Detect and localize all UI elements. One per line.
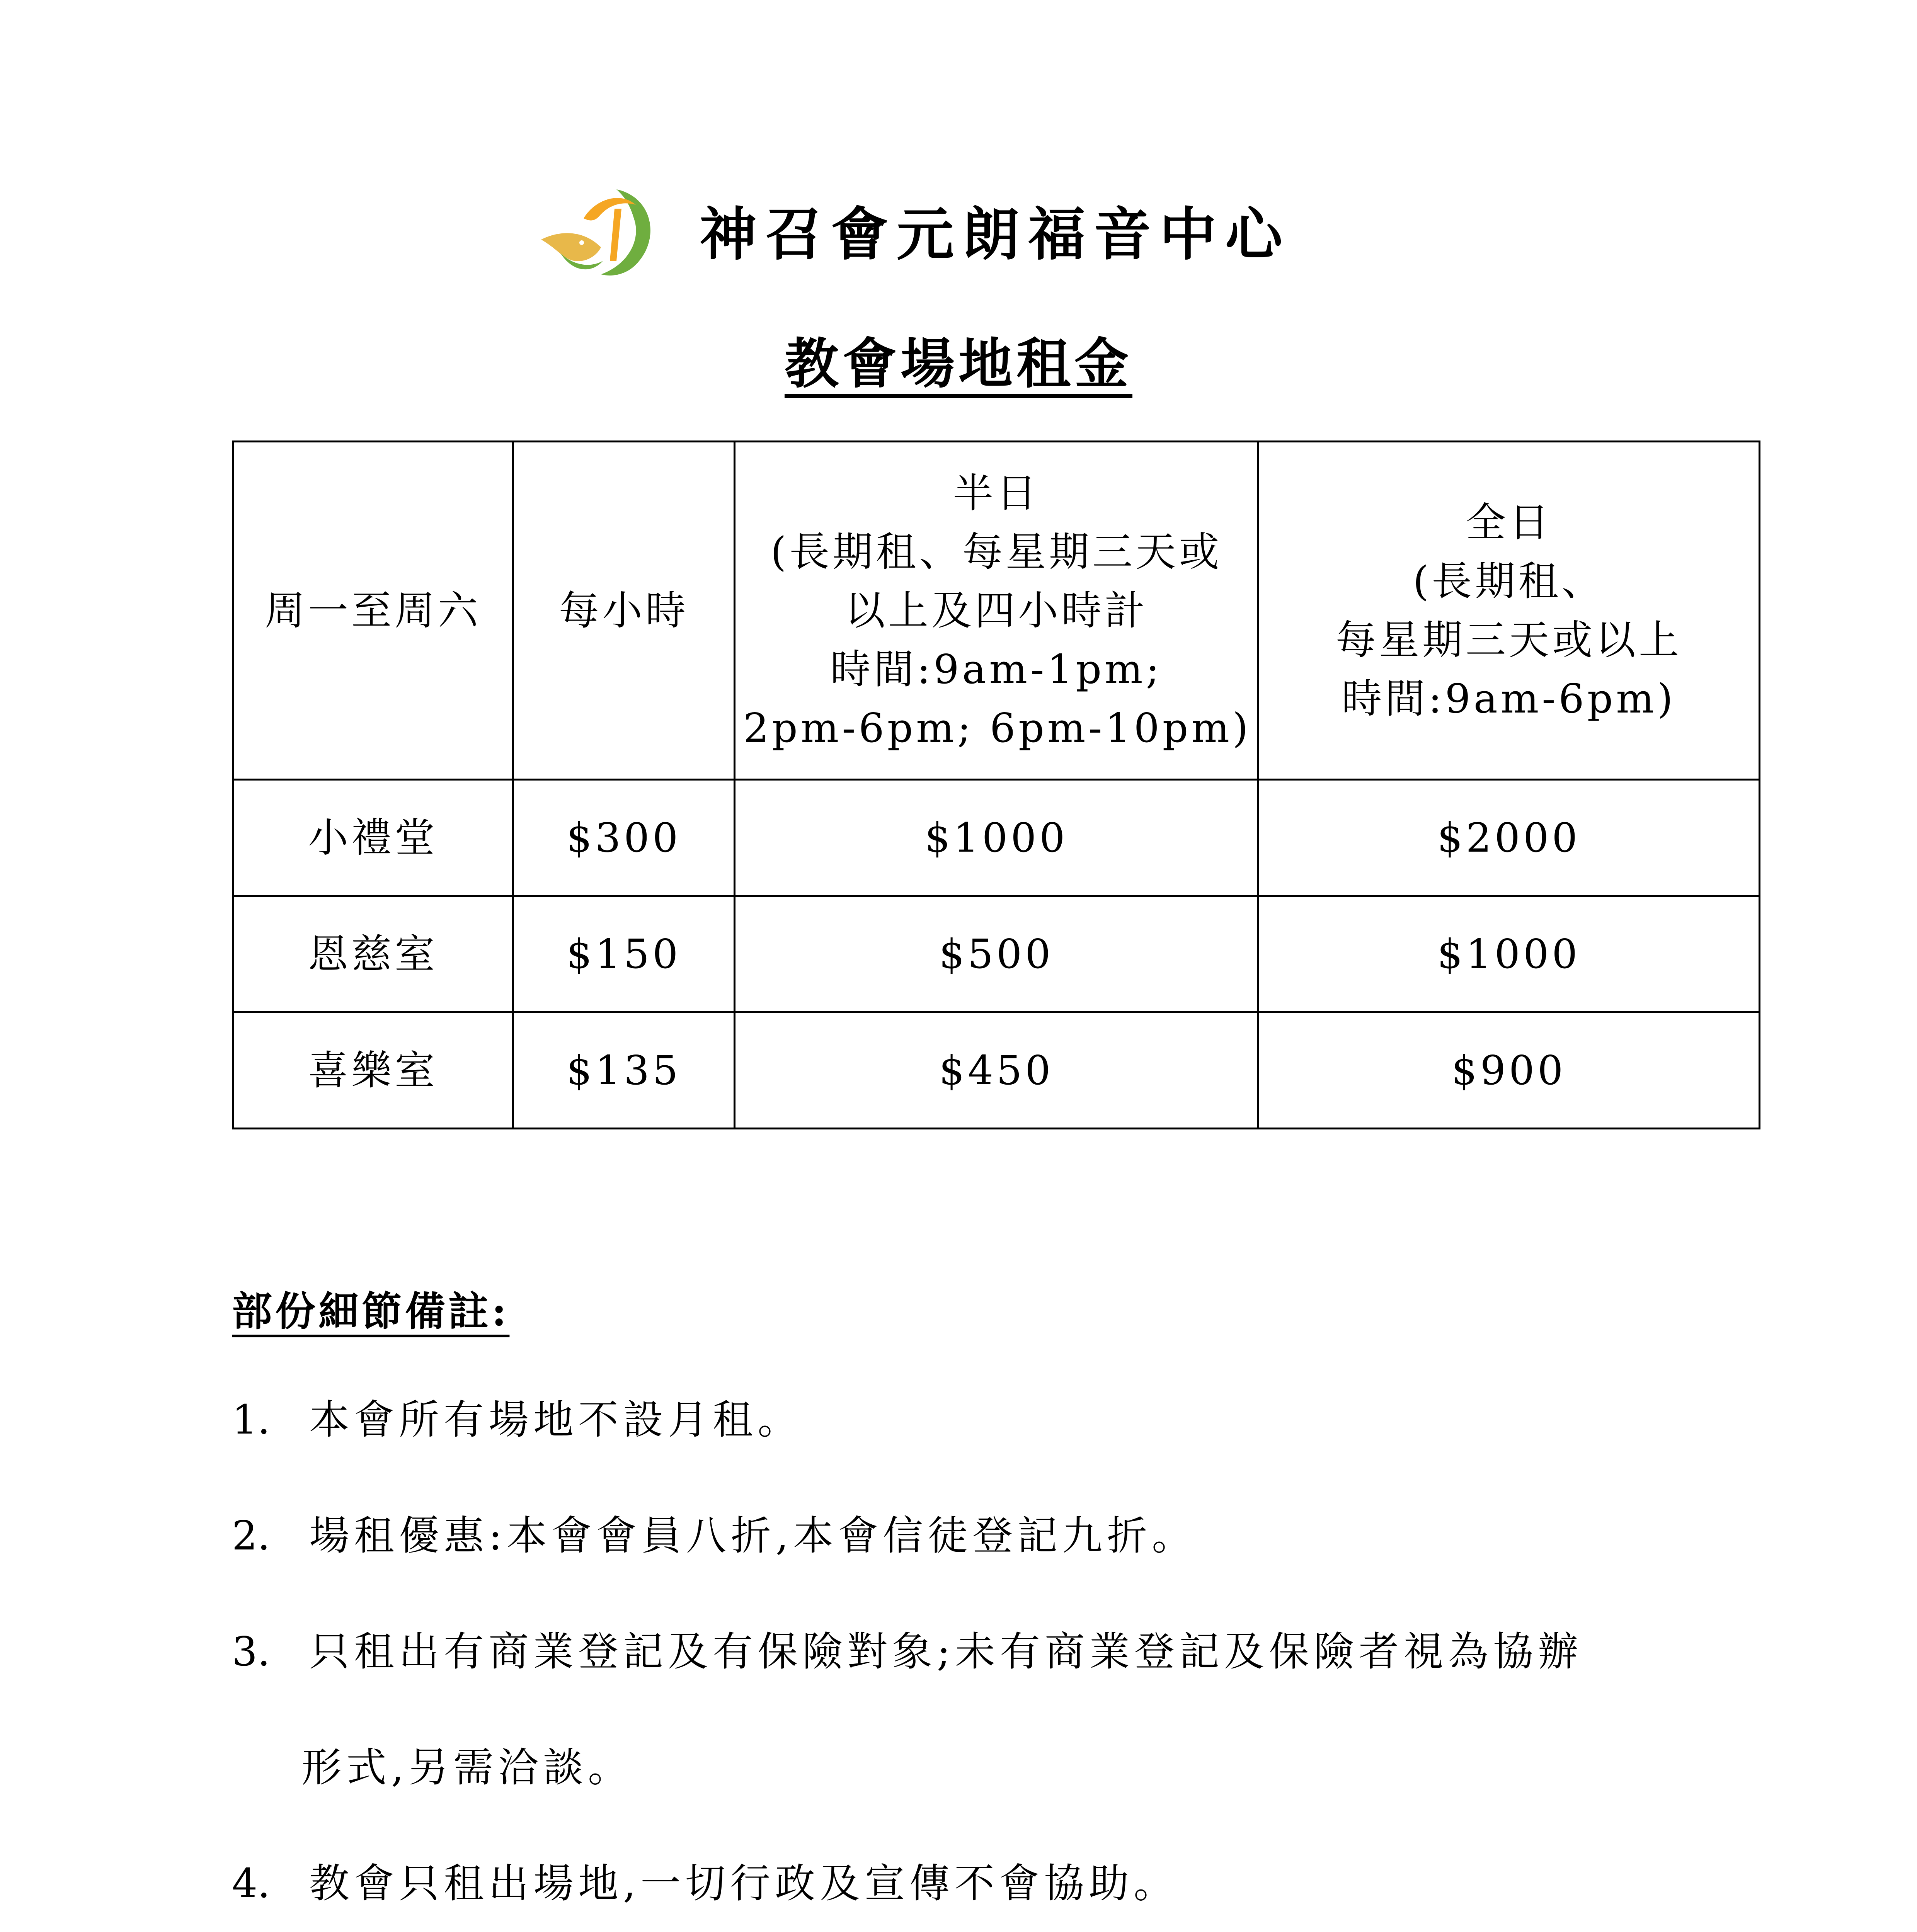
half-day-rate: $450 bbox=[735, 1012, 1258, 1129]
table-header-row bbox=[233, 442, 1760, 780]
note-item bbox=[232, 1851, 1178, 1909]
full-day-rate: $2000 bbox=[1258, 780, 1760, 896]
room-name: 恩慈室 bbox=[233, 896, 513, 1012]
note-text: 教會只租出場地,一切行政及宣傳不會協助。 bbox=[309, 1860, 1179, 1907]
page-title-text: 教會場地租金 bbox=[784, 332, 1132, 396]
half-day-rate: $1000 bbox=[735, 780, 1258, 896]
hourly-rate: $150 bbox=[513, 896, 735, 1012]
room-name: 小禮堂 bbox=[233, 780, 513, 896]
note-text: 本會所有場地不設月租。 bbox=[309, 1396, 803, 1443]
page-title bbox=[0, 321, 1917, 398]
header-half-day bbox=[735, 442, 1258, 780]
note-text: 場租優惠:本會會員八折,本會信徒登記九折。 bbox=[309, 1512, 1197, 1559]
hourly-rate: $300 bbox=[513, 780, 735, 896]
header-half-day-line: 以上及四小時計 bbox=[844, 587, 1148, 634]
header-full-day-line: 全日 bbox=[1465, 499, 1552, 546]
header-hourly: 每小時 bbox=[513, 442, 735, 780]
header-half-day-line: 半日 bbox=[953, 469, 1040, 517]
table-row bbox=[233, 1012, 1760, 1129]
note-number: 1. bbox=[232, 1396, 271, 1443]
header-half-day-line: 時間:9am-1pm; bbox=[830, 646, 1163, 693]
half-day-rate: $500 bbox=[735, 896, 1258, 1012]
table-row bbox=[233, 780, 1760, 896]
note-item bbox=[232, 1387, 802, 1445]
header-half-day-line: (長期租、每星期三天或 bbox=[770, 528, 1222, 575]
note-number: 4. bbox=[232, 1860, 271, 1907]
header-full-day-line: 每星期三天或以上 bbox=[1335, 616, 1682, 663]
table-row bbox=[233, 896, 1760, 1012]
rental-rates-table bbox=[232, 440, 1760, 1129]
note-number: 3. bbox=[232, 1628, 271, 1675]
header-full-day-line: 時間:9am-6pm) bbox=[1342, 675, 1676, 722]
full-day-rate: $1000 bbox=[1258, 896, 1760, 1012]
note-item bbox=[232, 1503, 1197, 1561]
note-number: 2. bbox=[232, 1512, 271, 1559]
header-full-day-line: (長期租、 bbox=[1413, 558, 1605, 605]
note-item bbox=[232, 1619, 1583, 1677]
notes-title: 部份細節備註: bbox=[232, 1287, 510, 1335]
header-day-range: 周一至周六 bbox=[233, 442, 513, 780]
document-header bbox=[537, 182, 1291, 278]
room-name: 喜樂室 bbox=[233, 1012, 513, 1129]
header-full-day bbox=[1258, 442, 1760, 780]
church-dove-logo-icon bbox=[537, 182, 665, 278]
full-day-rate: $900 bbox=[1258, 1012, 1760, 1129]
note-continuation: 形式,另需洽談。 bbox=[301, 1744, 633, 1791]
header-half-day-line: 2pm-6pm; 6pm-10pm) bbox=[743, 704, 1251, 752]
note-text: 只租出有商業登記及有保險對象;未有商業登記及保險者視為協辦 bbox=[309, 1628, 1583, 1675]
org-name: 神召會元朗福音中心 bbox=[700, 201, 1291, 268]
hourly-rate: $135 bbox=[513, 1012, 735, 1129]
